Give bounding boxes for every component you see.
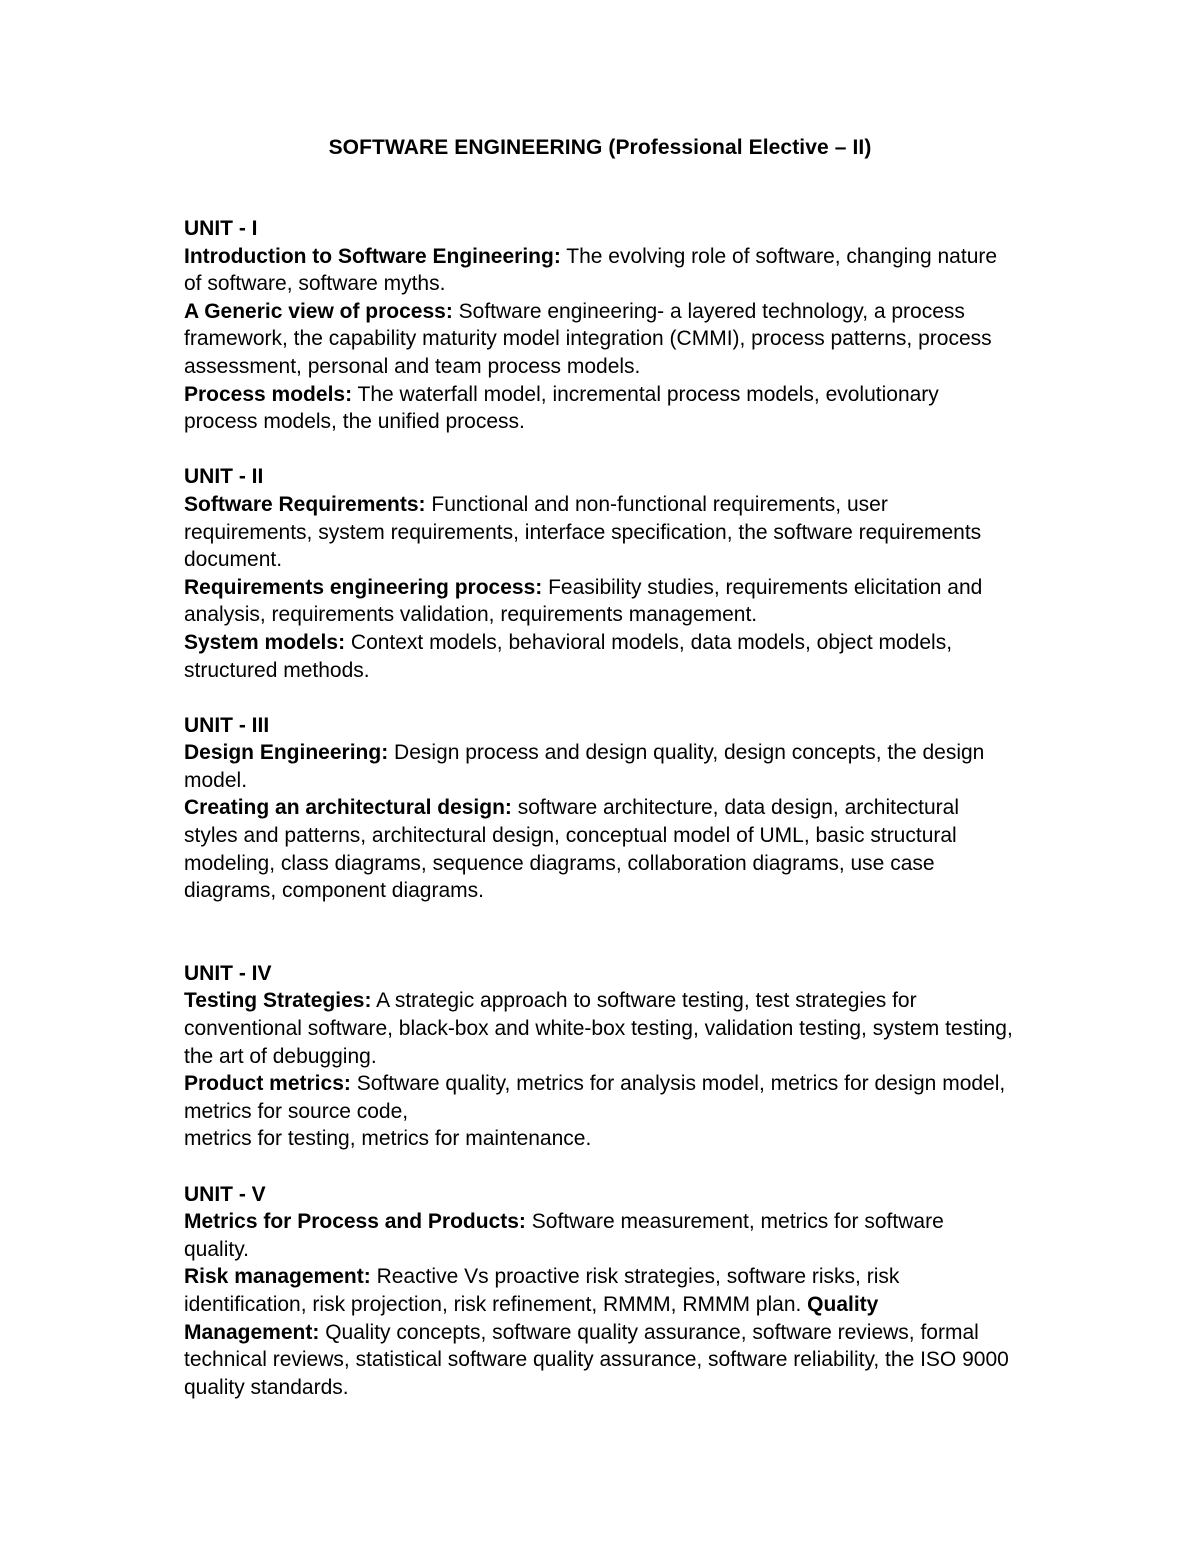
topic-label: Quality Management:: [184, 1292, 879, 1344]
unit-heading: UNIT - II: [184, 465, 264, 489]
syllabus-content: [184, 215, 1014, 1401]
topic-continuation: metrics for testing, metrics for maintenance.: [184, 1127, 592, 1151]
topic-paragraph: [184, 739, 1014, 794]
topic-label: Process models:: [184, 382, 353, 406]
topic-paragraph: [184, 243, 1014, 298]
topic-text: Software measurement, metrics for software quality.: [184, 1210, 944, 1261]
topic-label: Risk management:: [184, 1265, 371, 1289]
unit-heading: UNIT - IV: [184, 961, 272, 985]
topic-text: A strategic approach to software testing, test strategies for conventional software, black-box and white-box testing, validation testing, system testing, the art of debugging.: [184, 989, 1013, 1068]
topic-paragraph: [184, 629, 1014, 684]
topic-paragraph: [184, 574, 1014, 629]
unit-section-1: [184, 215, 1014, 436]
topic-paragraph: [184, 1070, 1014, 1125]
topic-text: Context models, behavioral models, data models, object models, structured methods.: [184, 630, 953, 682]
unit-heading: UNIT - III: [184, 713, 270, 737]
document-title: SOFTWARE ENGINEERING (Professional Elective – II): [328, 136, 872, 159]
topic-paragraph: [184, 381, 1014, 436]
topic-text: Software quality, metrics for analysis model, metrics for design model, metrics for source code,: [184, 1072, 1006, 1123]
topic-text: Reactive Vs proactive risk strategies, software risks, risk identification, risk projection, risk refinement, RMMM, RMMM plan.: [184, 1265, 900, 1316]
topic-text: Functional and non-functional requirements, user requirements, system requirements, interface specification, the software requirements document.: [184, 492, 982, 572]
topic-paragraph: [184, 1263, 1014, 1401]
unit-heading: UNIT - V: [184, 1182, 266, 1206]
unit-heading: UNIT - I: [184, 217, 258, 240]
topic-text: Design process and design quality, design concepts, the design model.: [184, 741, 985, 792]
topic-text: Quality concepts, software quality assurance, software reviews, formal technical reviews, statistical software quality assurance, software reliability, the ISO 9000 quality standards.: [184, 1320, 1009, 1399]
topic-label: Creating an architectural design:: [184, 796, 512, 820]
topic-label: Metrics for Process and Products:: [184, 1210, 526, 1234]
unit-section-3: [184, 712, 1014, 905]
topic-label: System models:: [184, 630, 346, 654]
topic-label: Software Requirements:: [184, 492, 426, 516]
topic-text: software architecture, data design, architectural styles and patterns, architectural design, conceptual model of UML, basic structural modeling, class diagrams, sequence diagrams, collaboration diagrams, use case diagrams, component diagrams.: [184, 796, 959, 903]
unit-section-5: [184, 1181, 1014, 1402]
topic-text: The waterfall model, incremental process models, evolutionary process models, the unified process.: [184, 382, 939, 434]
topic-text: The evolving role of software, changing nature of software, software myths.: [184, 244, 998, 296]
topic-label: Introduction to Software Engineering:: [184, 244, 561, 268]
topic-label: Design Engineering:: [184, 741, 389, 765]
unit-section-4: [184, 960, 1014, 1153]
topic-paragraph: [184, 987, 1014, 1070]
topic-label: Product metrics:: [184, 1072, 351, 1096]
topic-text: Software engineering- a layered technology, a process framework, the capability maturity model integration (CMMI), process patterns, process assessment, personal and team process models.: [184, 299, 992, 378]
topic-label: Testing Strategies:: [184, 989, 372, 1013]
unit-section-2: [184, 463, 1014, 684]
topic-paragraph: [184, 298, 1014, 381]
topic-text: Feasibility studies, requirements elicitation and analysis, requirements validation, requirements management.: [184, 575, 983, 627]
topic-paragraph: [184, 794, 1014, 904]
topic-paragraph: [184, 1208, 1014, 1263]
topic-label: A Generic view of process:: [184, 299, 453, 323]
topic-label: Requirements engineering process:: [184, 575, 543, 599]
topic-paragraph: [184, 491, 1014, 574]
